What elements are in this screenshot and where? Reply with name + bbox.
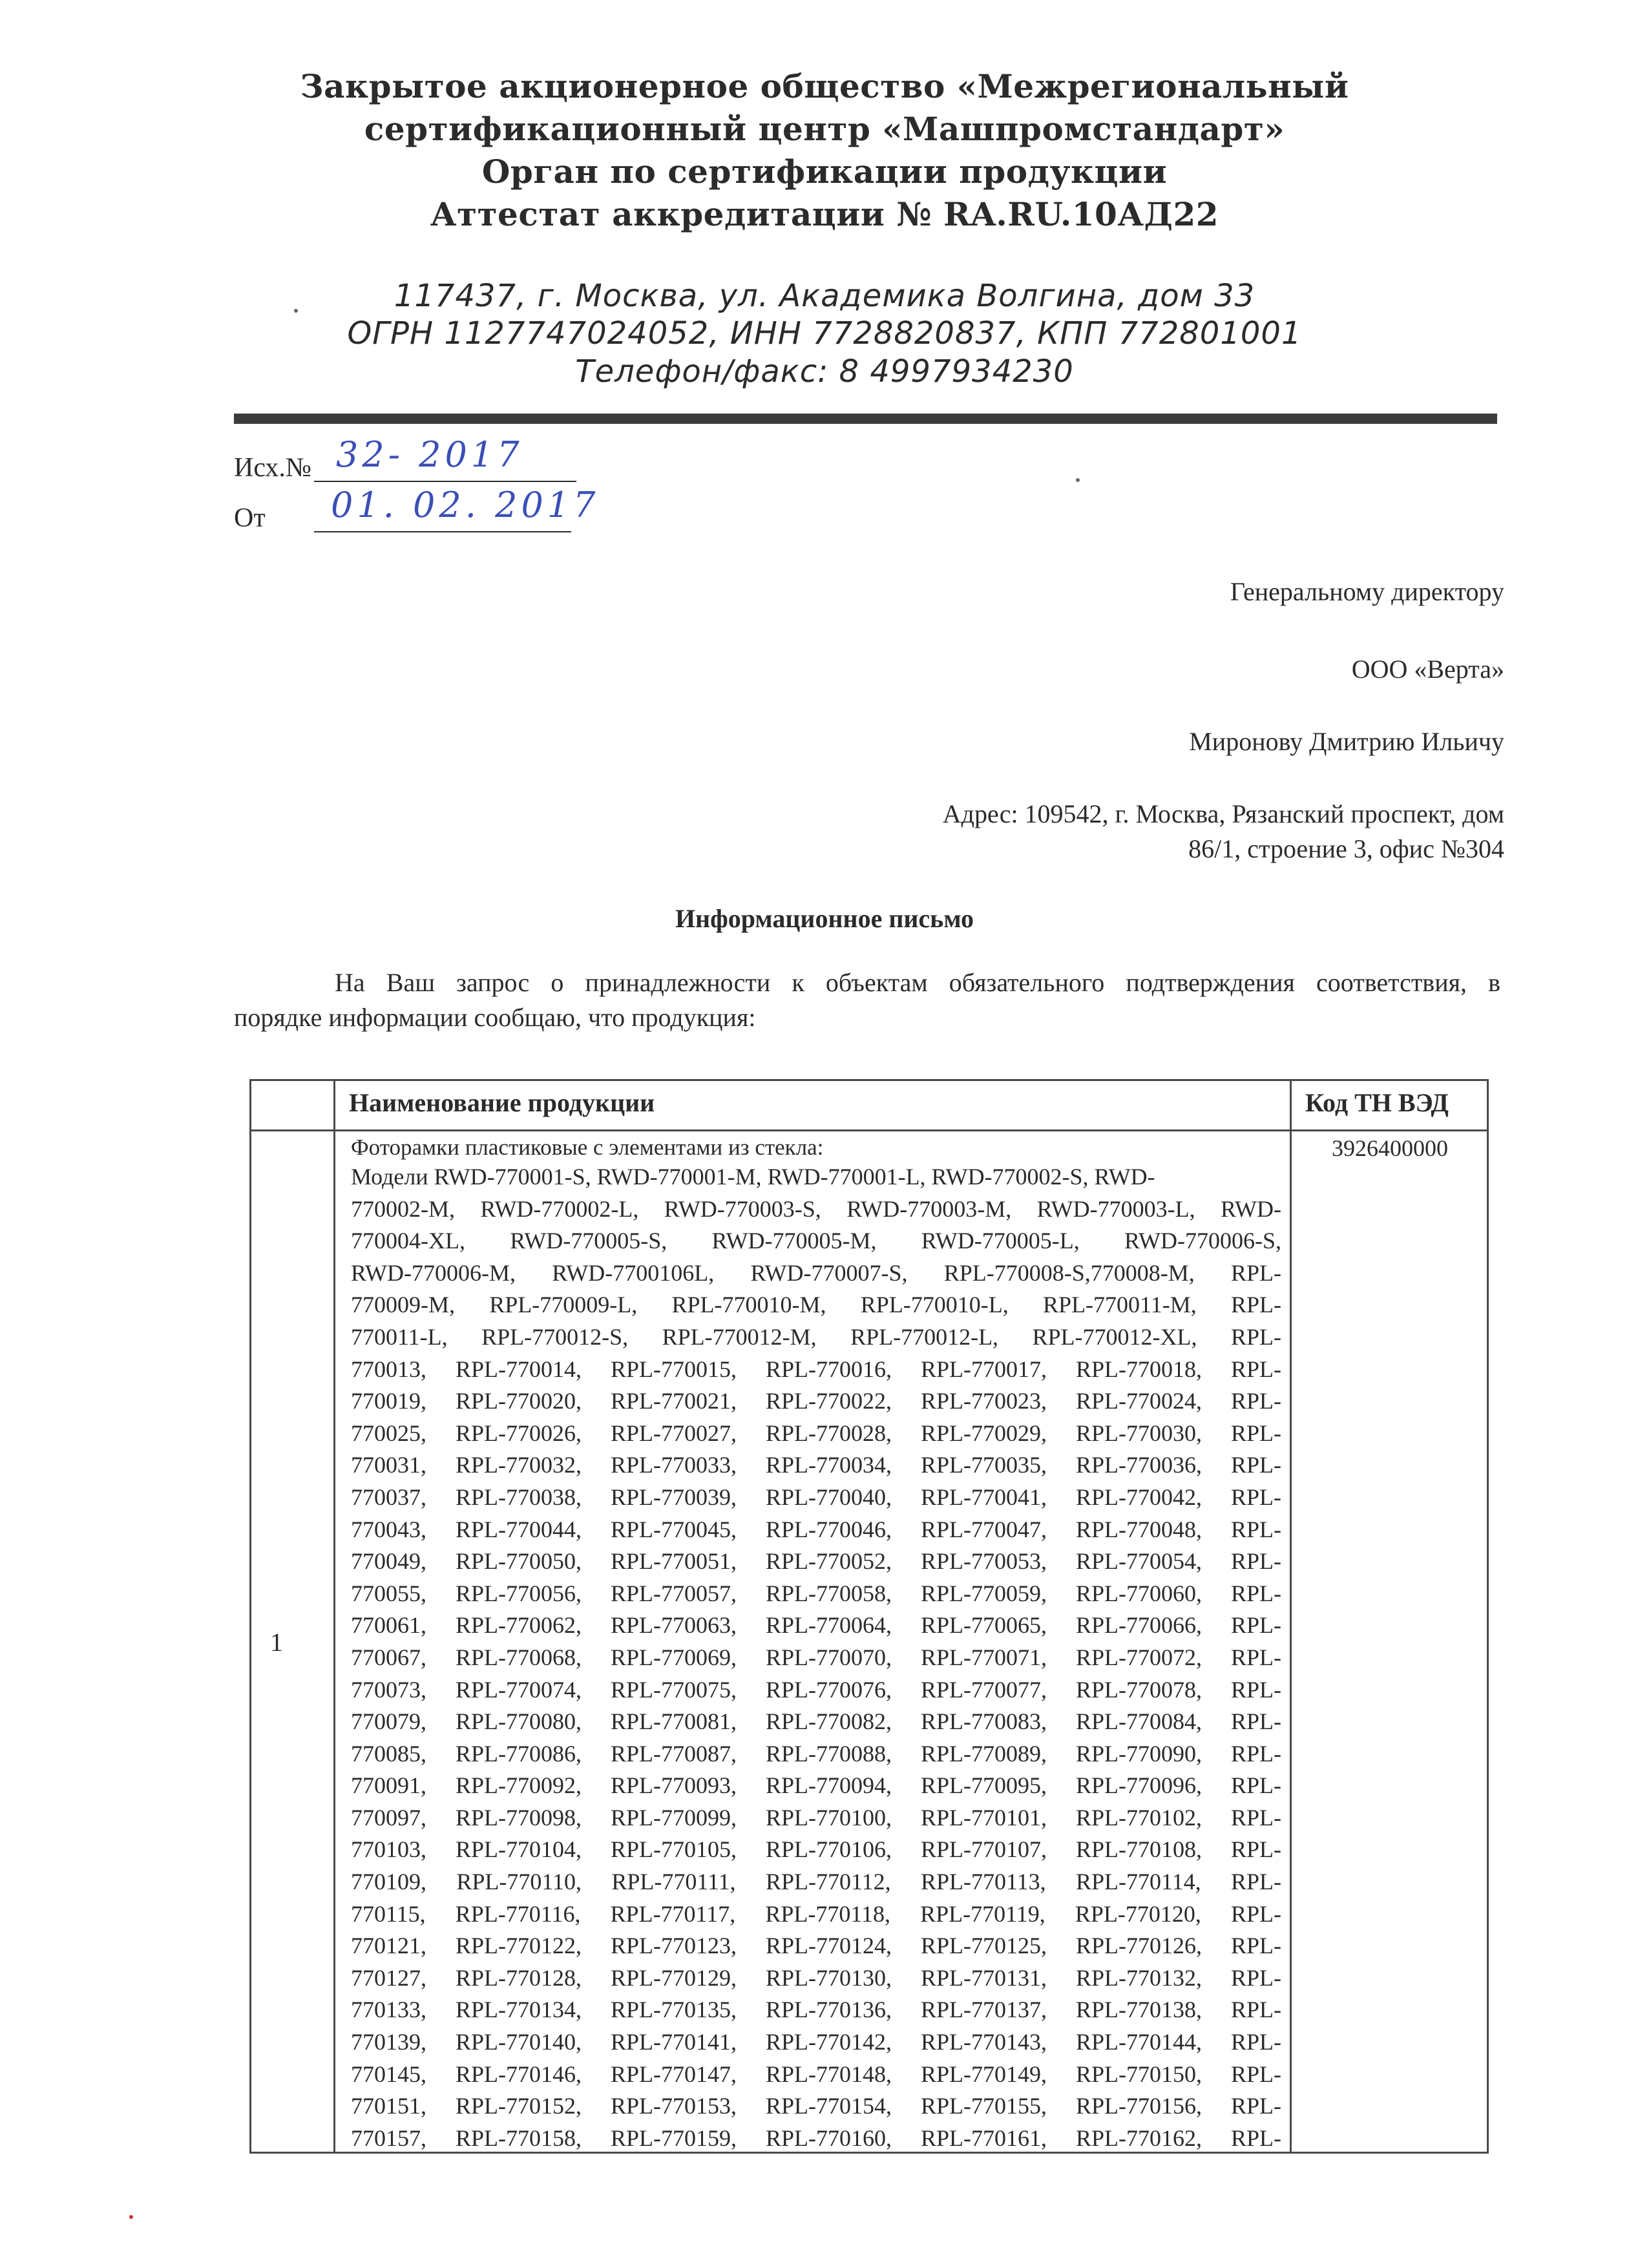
outgoing-number-underline: [314, 481, 576, 482]
model-line: 770037, RPL-770038, RPL-770039, RPL-770040, RPL-770041, RPL-770042, RPL-: [351, 1484, 1281, 1510]
recipient-position: Генеральному директору: [1230, 577, 1504, 606]
table-header-tn-ved-code: Код ТН ВЭД: [1305, 1088, 1449, 1117]
org-phone: Телефон/факс: 8 4997934230: [575, 353, 1074, 390]
table-right-border: [1487, 1079, 1489, 2154]
model-line: 770031, RPL-770032, RPL-770033, RPL-770034, RPL-770035, RPL-770036, RPL-: [351, 1452, 1281, 1478]
org-name-line-2: сертификационный центр «Машпромстандарт»: [364, 110, 1285, 148]
model-line: 770139, RPL-770140, RPL-770141, RPL-770142, RPL-770143, RPL-770144, RPL-: [351, 2029, 1281, 2055]
model-line: 770067, RPL-770068, RPL-770069, RPL-770070, RPL-770071, RPL-770072, RPL-: [351, 1644, 1281, 1670]
recipient-address-line-2: 86/1, строение 3, офис №304: [1188, 834, 1504, 863]
intro-line-1: На Ваш запрос о принадлежности к объектам обязательного подтверждения соответствия, в: [335, 968, 1500, 997]
table-top-border: [249, 1079, 1489, 1081]
letterhead-divider: [234, 414, 1497, 424]
table-header-product-name: Наименование продукции: [349, 1088, 655, 1117]
model-line: 770109, RPL-770110, RPL-770111, RPL-770112, RPL-770113, RPL-770114, RPL-: [351, 1869, 1281, 1895]
model-line: 770002-M, RWD-770002-L, RWD-770003-S, RWD-770003-M, RWD-770003-L, RWD-: [351, 1195, 1281, 1222]
model-line: 770145, RPL-770146, RPL-770147, RPL-770148, RPL-770149, RPL-770150, RPL-: [351, 2061, 1281, 2087]
scan-speck: [294, 309, 298, 313]
date-handwritten: 01. 02. 2017: [331, 485, 600, 525]
model-line: 770009-M, RPL-770009-L, RPL-770010-M, RPL-770010-L, RPL-770011-M, RPL-: [351, 1292, 1281, 1318]
table-left-border: [249, 1079, 251, 2154]
model-line: 770011-L, RPL-770012-S, RPL-770012-M, RPL-770012-L, RPL-770012-XL, RPL-: [351, 1323, 1281, 1350]
model-line: Модели RWD-770001-S, RWD-770001-M, RWD-770001-L, RWD-770002-S, RWD-: [351, 1164, 1155, 1190]
org-registration-ids: ОГРН 1127747024052, ИНН 7728820837, КПП 772801001: [347, 315, 1302, 352]
accreditation-line: Аттестат аккредитации № RA.RU.10АД22: [430, 195, 1219, 233]
scan-speck: [129, 2215, 133, 2219]
model-line: 770004-XL, RWD-770005-S, RWD-770005-M, RWD-770005-L, RWD-770006-S,: [351, 1228, 1281, 1254]
model-line: 770133, RPL-770134, RPL-770135, RPL-770136, RPL-770137, RPL-770138, RPL-: [351, 1997, 1281, 2023]
model-line: 770013, RPL-770014, RPL-770015, RPL-770016, RPL-770017, RPL-770018, RPL-: [351, 1356, 1281, 1382]
model-line: 770091, RPL-770092, RPL-770093, RPL-770094, RPL-770095, RPL-770096, RPL-: [351, 1772, 1281, 1799]
table-col-divider-1: [333, 1079, 335, 2154]
recipient-address-line-1: Адрес: 109542, г. Москва, Рязанский проспект, дом: [942, 799, 1504, 828]
model-line: 770061, RPL-770062, RPL-770063, RPL-770064, RPL-770065, RPL-770066, RPL-: [351, 1612, 1281, 1639]
model-line: 770043, RPL-770044, RPL-770045, RPL-770046, RPL-770047, RPL-770048, RPL-: [351, 1516, 1281, 1542]
model-line: 770097, RPL-770098, RPL-770099, RPL-770100, RPL-770101, RPL-770102, RPL-: [351, 1804, 1281, 1831]
model-line: 770019, RPL-770020, RPL-770021, RPL-770022, RPL-770023, RPL-770024, RPL-: [351, 1388, 1281, 1414]
model-line: 770025, RPL-770026, RPL-770027, RPL-770028, RPL-770029, RPL-770030, RPL-: [351, 1420, 1281, 1446]
date-underline: [314, 531, 571, 532]
model-line: 770085, RPL-770086, RPL-770087, RPL-770088, RPL-770089, RPL-770090, RPL-: [351, 1740, 1281, 1767]
model-line: 770049, RPL-770050, RPL-770051, RPL-770052, RPL-770053, RPL-770054, RPL-: [351, 1548, 1281, 1575]
table-row-number: 1: [270, 1628, 283, 1657]
model-line: 770157, RPL-770158, RPL-770159, RPL-770160, RPL-770161, RPL-770162, RPL-: [351, 2125, 1281, 2151]
model-line: 770127, RPL-770128, RPL-770129, RPL-770130, RPL-770131, RPL-770132, RPL-: [351, 1964, 1281, 1991]
table-header-border: [249, 1129, 1489, 1131]
product-title: Фоторамки пластиковые с элементами из стекла:: [351, 1135, 824, 1160]
date-label: От: [234, 503, 266, 533]
letter-title: Информационное письмо: [675, 904, 974, 933]
org-address: 117437, г. Москва, ул. Академика Волгина, дом 33: [394, 278, 1255, 314]
recipient-name: Миронову Дмитрию Ильичу: [1189, 727, 1504, 756]
certification-body-line: Орган по сертификации продукции: [481, 152, 1168, 191]
outgoing-number-handwritten: 32- 2017: [336, 434, 523, 475]
outgoing-number-label: Исх.№: [234, 453, 311, 483]
model-line: 770115, RPL-770116, RPL-770117, RPL-770118, RPL-770119, RPL-770120, RPL-: [351, 1900, 1281, 1927]
recipient-company: ООО «Верта»: [1351, 655, 1504, 684]
product-tn-ved-code: 3926400000: [1332, 1135, 1448, 1161]
model-line: 770103, RPL-770104, RPL-770105, RPL-770106, RPL-770107, RPL-770108, RPL-: [351, 1836, 1281, 1863]
model-line: 770079, RPL-770080, RPL-770081, RPL-770082, RPL-770083, RPL-770084, RPL-: [351, 1708, 1281, 1735]
scan-speck: [1076, 478, 1080, 482]
product-model-list: [351, 1161, 1281, 2154]
org-name-line-1: Закрытое акционерное общество «Межрегиональный: [300, 67, 1349, 105]
model-line: 770055, RPL-770056, RPL-770057, RPL-770058, RPL-770059, RPL-770060, RPL-: [351, 1580, 1281, 1606]
model-line: 770073, RPL-770074, RPL-770075, RPL-770076, RPL-770077, RPL-770078, RPL-: [351, 1676, 1281, 1703]
model-line: RWD-770006-M, RWD-7700106L, RWD-770007-S, RPL-770008-S,770008-M, RPL-: [351, 1259, 1281, 1286]
model-line: 770121, RPL-770122, RPL-770123, RPL-770124, RPL-770125, RPL-770126, RPL-: [351, 1933, 1281, 1959]
intro-line-2: порядке информации сообщаю, что продукция:: [234, 1003, 756, 1032]
model-line: 770151, RPL-770152, RPL-770153, RPL-770154, RPL-770155, RPL-770156, RPL-: [351, 2093, 1281, 2119]
table-col-divider-2: [1290, 1079, 1292, 2154]
